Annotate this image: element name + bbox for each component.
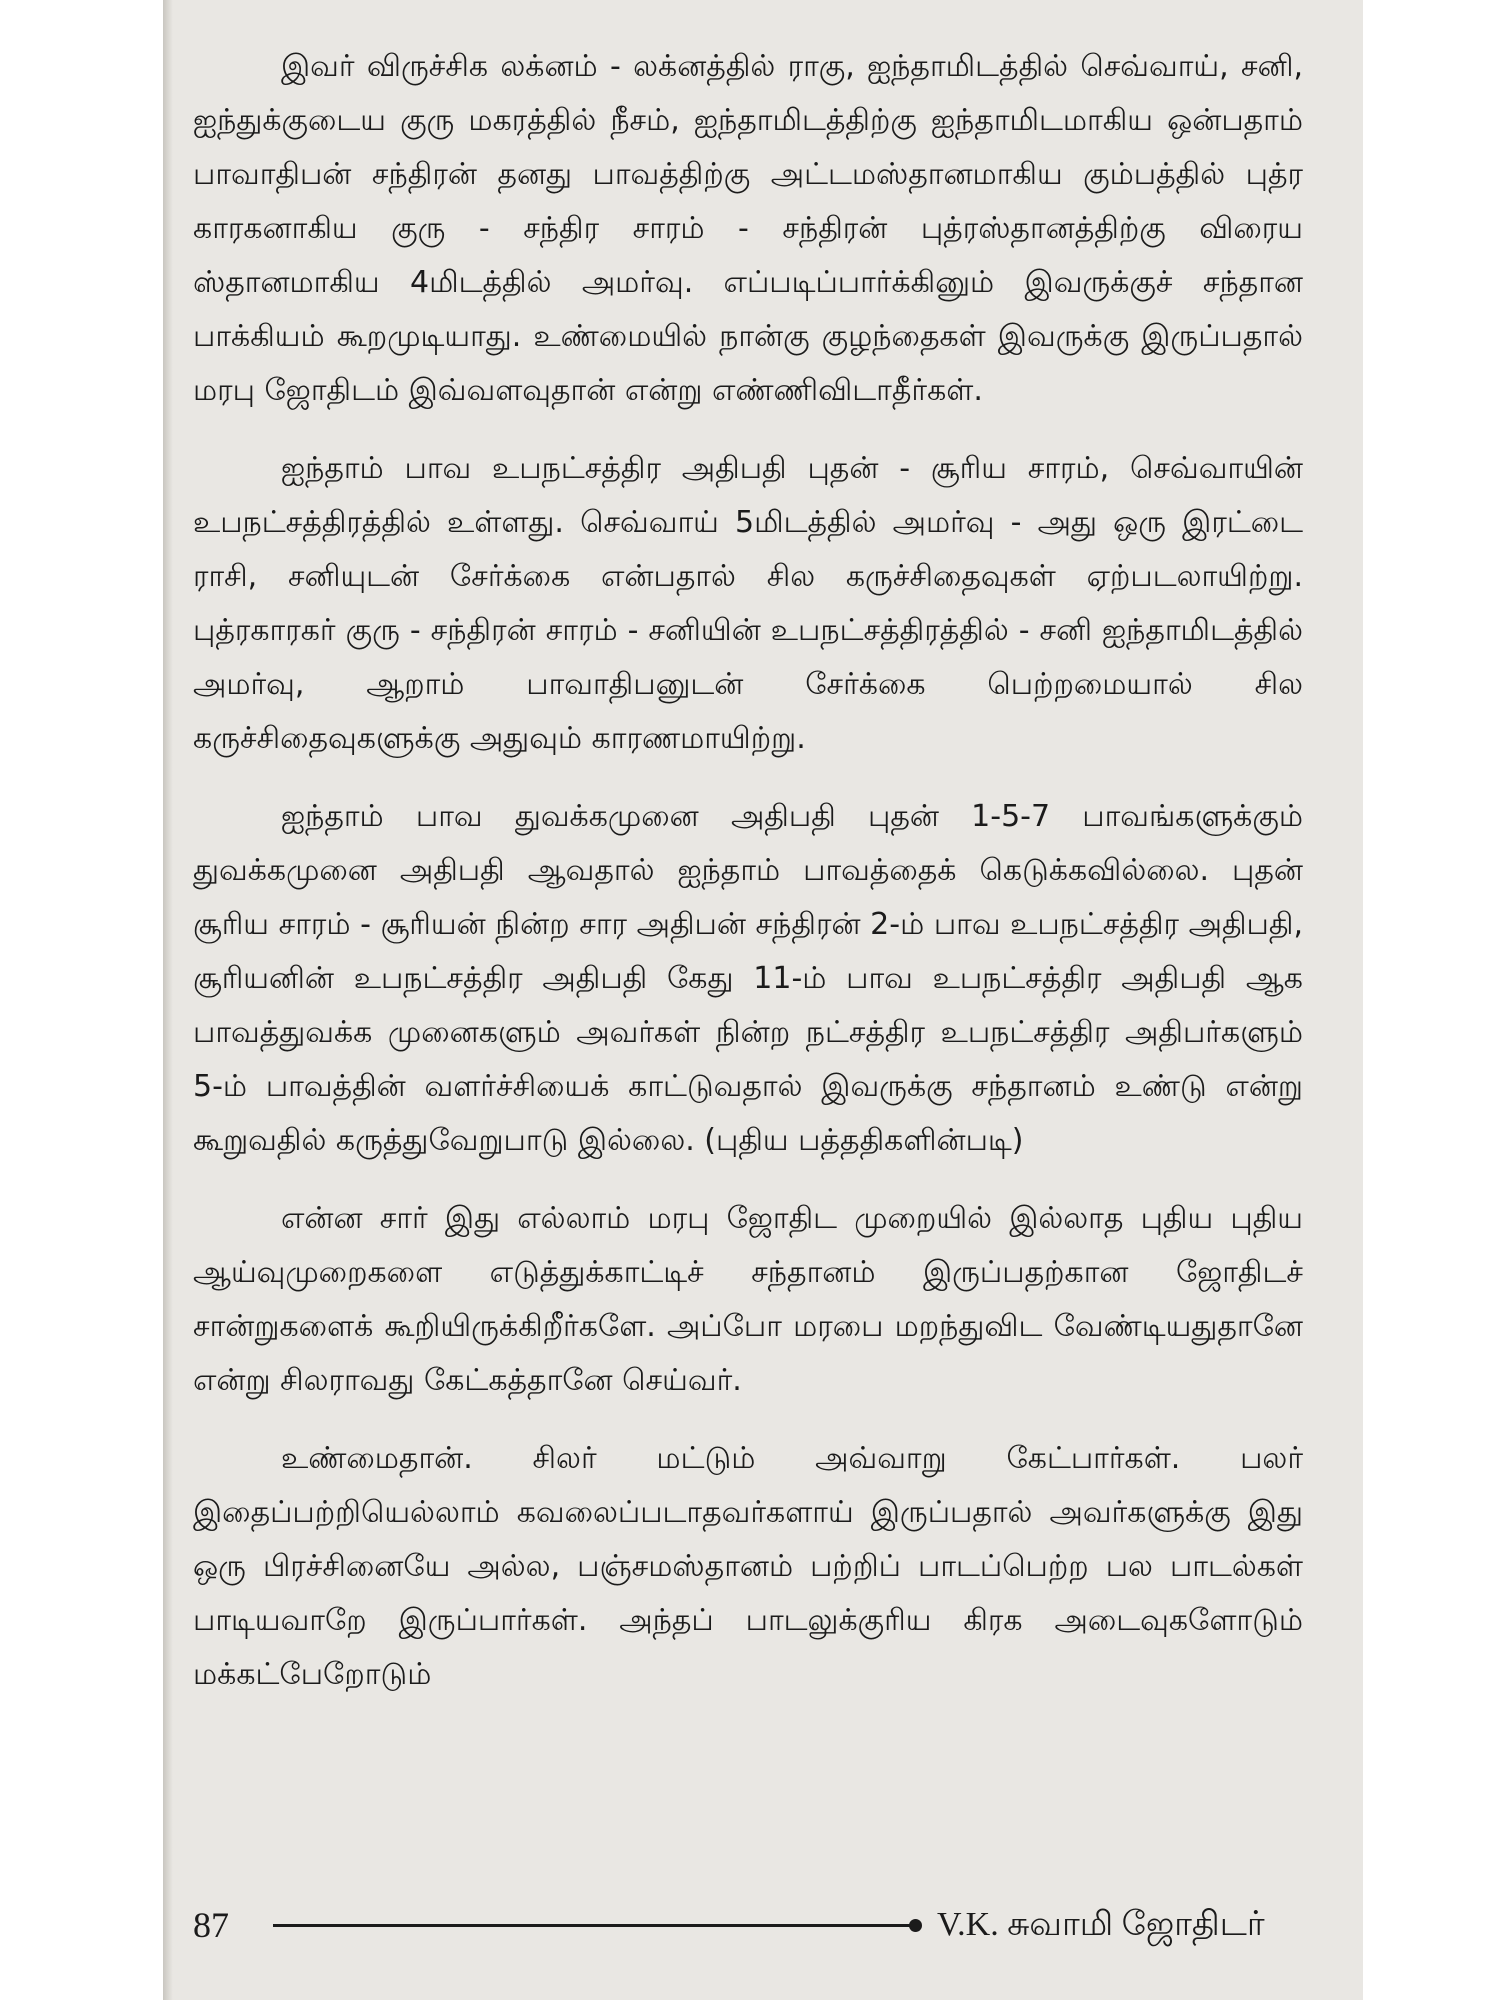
page-edge-shadow: [163, 0, 173, 2000]
footer-dot-icon: [909, 1919, 922, 1932]
author-name: V.K. சுவாமி ஜோதிடர்: [937, 1906, 1265, 1943]
paragraph-3: ஐந்தாம் பாவ துவக்கமுனை அதிபதி புதன் 1-5-7 பாவங்களுக்கும் துவக்கமுனை அதிபதி ஆவதால் ஐந்தாம் பாவத்தைக் கெடுக்கவில்லை. புதன் சூரிய சாரம் - சூரியன் நின்ற சார அதிபன் சந்திரன் 2-ம் பாவ உபநட்சத்திர அதிபதி, சூரியனின் உபநட்சத்திர அதிபதி கேது 11-ம் பாவ உபநட்சத்திர அதிபதி ஆக பாவத்துவக்க முனைகளும் அவர்கள் நின்ற நட்சத்திர உபநட்சத்திர அதிபர்களும் 5-ம் பாவத்தின் வளர்ச்சியைக் காட்டுவதால் இவருக்கு சந்தானம் உண்டு என்று கூறுவதில் கருத்துவேறுபாடு இல்லை. (புதிய பத்ததிகளின்படி): [193, 799, 1303, 1158]
page-footer: [193, 1895, 1313, 1955]
paragraph-4: என்ன சார் இது எல்லாம் மரபு ஜோதிட முறையில் இல்லாத புதிய புதிய ஆய்வுமுறைகளை எடுத்துக்காட்டிச் சந்தானம் இருப்பதற்கான ஜோதிடச் சான்றுகளைக் கூறியிருக்கிறீர்களே. அப்போ மரபை மறந்துவிட வேண்டியதுதானே என்று சிலராவது கேட்கத்தானே செய்வர்.: [193, 1201, 1303, 1398]
page-number: 87: [193, 1905, 229, 1945]
footer-rule: [273, 1924, 913, 1927]
paragraph-5: உண்மைதான். சிலர் மட்டும் அவ்வாறு கேட்பார்கள். பலர் இதைப்பற்றியெல்லாம் கவலைப்படாதவர்களாய் இருப்பதால் அவர்களுக்கு இது ஒரு பிரச்சினையே அல்ல, பஞ்சமஸ்தானம் பற்றிப் பாடப்பெற்ற பல பாடல்கள் பாடியவாறே இருப்பார்கள். அந்தப் பாடலுக்குரிய கிரக அடைவுகளோடும் மக்கட்பேறோடும்: [193, 1441, 1303, 1692]
paragraph-2: ஐந்தாம் பாவ உபநட்சத்திர அதிபதி புதன் - சூரிய சாரம், செவ்வாயின் உபநட்சத்திரத்தில் உள்ளது. செவ்வாய் 5மிடத்தில் அமர்வு - அது ஒரு இரட்டை ராசி, சனியுடன் சேர்க்கை என்பதால் சில கருச்சிதைவுகள் ஏற்படலாயிற்று. புத்ரகாரகர் குரு - சந்திரன் சாரம் - சனியின் உபநட்சத்திரத்தில் - சனி ஐந்தாமிடத்தில் அமர்வு, ஆறாம் பாவாதிபனுடன் சேர்க்கை பெற்றமையால் சில கருச்சிதைவுகளுக்கு அதுவும் காரணமாயிற்று.: [193, 451, 1303, 756]
book-page: [163, 0, 1363, 2000]
paragraph-1: இவர் விருச்சிக லக்னம் - லக்னத்தில் ராகு, ஐந்தாமிடத்தில் செவ்வாய், சனி, ஐந்துக்குடைய குரு மகரத்தில் நீசம், ஐந்தாமிடத்திற்கு ஐந்தாமிடமாகிய ஒன்பதாம் பாவாதிபன் சந்திரன் தனது பாவத்திற்கு அட்டமஸ்தானமாகிய கும்பத்தில் புத்ர காரகனாகிய குரு - சந்திர சாரம் - சந்திரன் புத்ரஸ்தானத்திற்கு விரைய ஸ்தானமாகிய 4மிடத்தில் அமர்வு. எப்படிப்பார்க்கினும் இவருக்குச் சந்தான பாக்கியம் கூறமுடியாது. உண்மையில் நான்கு குழந்தைகள் இவருக்கு இருப்பதால் மரபு ஜோதிடம் இவ்வளவுதான் என்று எண்ணிவிடாதீர்கள்.: [193, 49, 1303, 408]
body-text: [193, 40, 1303, 1726]
